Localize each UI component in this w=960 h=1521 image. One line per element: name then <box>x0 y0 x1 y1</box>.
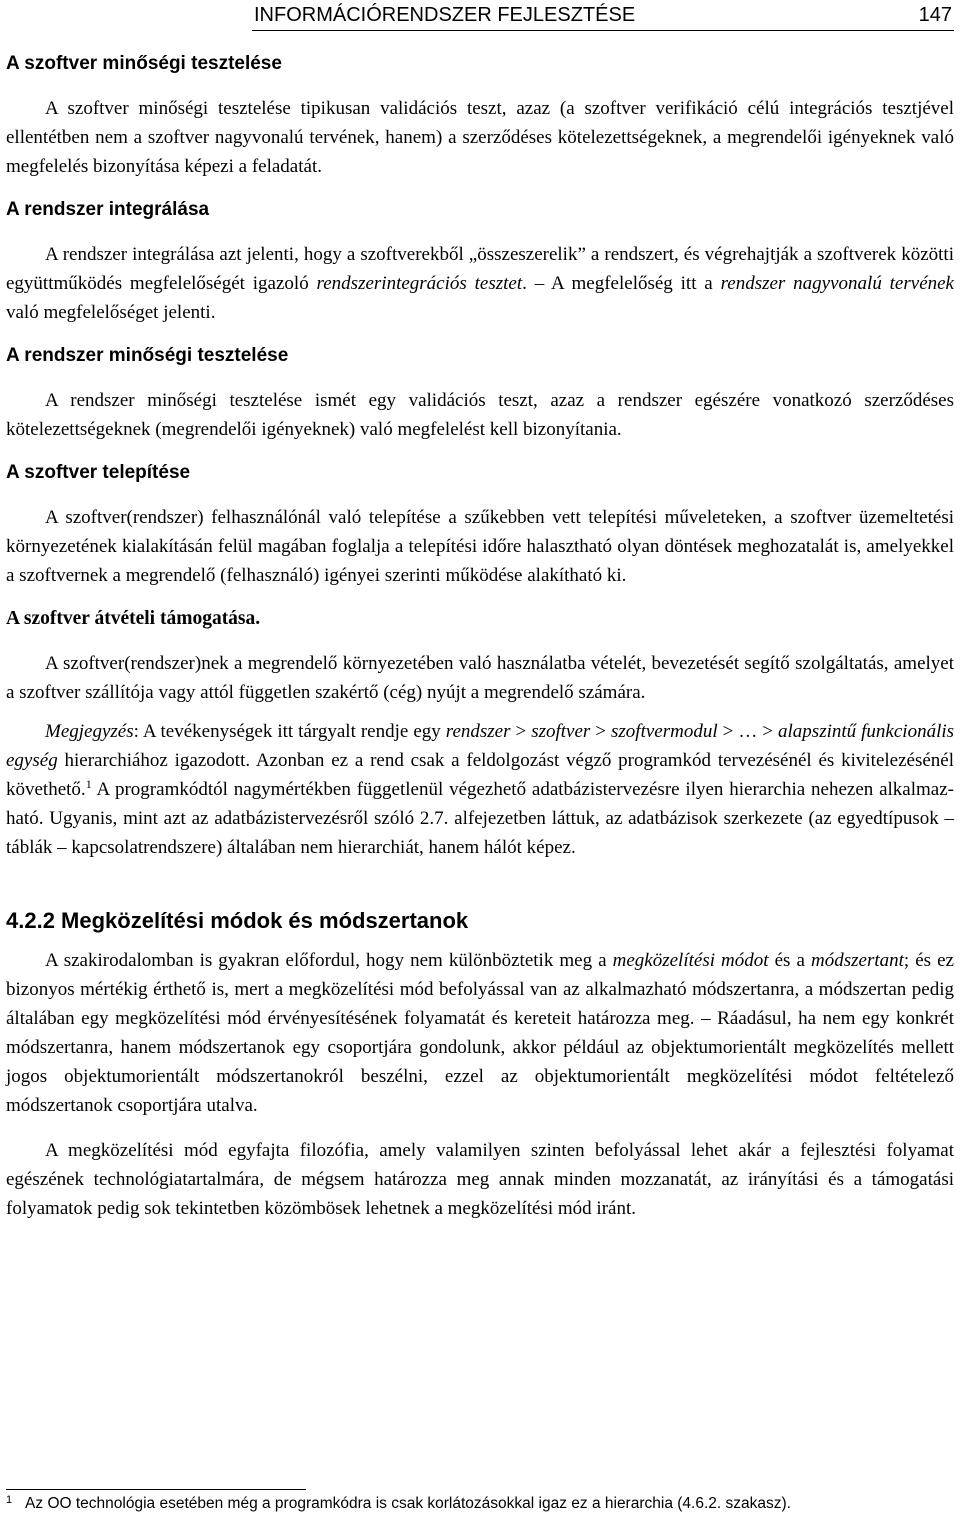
subsection-heading: 4.2.2 Megközelítési módok és módszertanok <box>6 908 469 933</box>
section-heading: A szoftver átvételi támogatása. <box>6 608 261 629</box>
section-heading: A rendszer integrálása <box>6 199 210 220</box>
footnote <box>6 1494 954 1514</box>
paragraph: A szakirodalomban is gyakran előfordul, hogy nem különböztetik meg a megközelítési módot és a módszertant; és ez bizonyos mértékig érthető is, mert a megközelítési mód befolyással van az alkalmazható módszertanra, a módszertan pedig általában egy megközelítési mód érvényesítésének folyamatát és kereteit határozza meg. – Ráadásul, ha nem egy konkrét módszertanra, hanem módszertanok egy csoportjára gondolunk, akkor például az objektumorientált megközelítés mellett jogos objektumorientált módszertanokról beszélni, ezzel az objektumorientált megközelítési módot feltételező módszertanok csoportjára utalva. <box>6 950 954 1116</box>
footnote-mark: 1 <box>6 1494 13 1506</box>
footnote-reference[interactable]: 1 <box>85 777 92 791</box>
footnote-text: Az OO technológia esetében még a programkódra is csak korlátozásokkal igaz ez a hierarchia (4.6.2. szakasz). <box>25 1495 791 1512</box>
paragraph: A megközelítési mód egyfajta filozófia, amely valamilyen szinten befolyással lehet akár a fejlesztési folyamat egészének technológiatartalmára, de mégsem határozza meg annak minden mozzanatát, az irányítási és a támogatási folyamatok pedig sok tekintetben közömbösek lehetnek a megközelítési mód iránt. <box>6 1140 954 1219</box>
section-heading: A szoftver minőségi tesztelése <box>6 53 282 74</box>
body-text <box>6 49 954 1223</box>
section-heading: A szoftver telepítése <box>6 462 191 483</box>
paragraph: A szoftver minőségi tesztelése tipikusan validációs teszt, azaz (a szoftver verifikáció célú integrációs tesztjével ellentétben nem a szoftver nagyvonalú tervének, hanem) a szerződéses kötelezettségeknek, a megrendelői igényeknek való megfelelés bizonyítása képezi a feladatát. <box>6 98 954 177</box>
section-heading: A rendszer minőségi tesztelése <box>6 345 289 366</box>
header-title: INFORMÁCIÓRENDSZER FEJLESZTÉSE <box>254 4 636 26</box>
note-paragraph: Megjegyzés: A tevékenységek itt tárgyalt rendje egy rendszer > szoftver > szoftvermodul > … > alapszintű funkcionális egység hierarchiához igazodott. Azonban ez a rend csak a feldolgozást végző programkód tervezésénél és kivitelezésénél követhető.$^1$ A programkódtól nagymértékben függetlenül végezhető adatbázistervezésre ilyen hierarchia nehezen alkalmazható. Ugyanis, mint azt az adatbázistervezésről szóló 2.7. alfejezetben láttuk, az adatbázisok szerkezete (az egyedtípusok – táblák – kapcsolatrendszere) általában nem hierarchiát, hanem hálót képez. <box>6 721 955 858</box>
paragraph: A rendszer integrálása azt jelenti, hogy a szoftverekből „összeszerelik” a rendszert, és végrehajtják a szoftverek közötti együttműködés megfelelőségét igazoló rendszerintegrációs tesztet. – A megfelelőség itt a rendszer nagyvonalú tervének való megfelelőséget jelenti. <box>6 244 954 323</box>
paragraph: A rendszer minőségi tesztelése ismét egy validációs teszt, azaz a rendszer egészére vonatkozó szerződéses kötelezettségeknek (megrendelői igényeknek) való megfelelést kell bizonyítania. <box>6 390 954 440</box>
paragraph: A szoftver(rendszer) felhasználónál való telepítése a szűkebben vett telepítési műveleteken, a szoftver üzemeltetési környezetének kialakításán felül magában foglalja a telepítési időre halasztható olyan döntések meghozatalát is, amelyekkel a szoftvernek a megrendelő (felhasználó) igényei szerinti működése alakítható ki. <box>6 507 954 586</box>
page-number: 147 <box>918 4 952 26</box>
footnote-rule <box>6 1489 306 1490</box>
header-rule <box>252 30 954 31</box>
paragraph: A szoftver(rendszer)nek a megrendelő környezetében való használatba vételét, bevezetését segítő szolgáltatás, amelyet a szoftver szállítója vagy attól független szakértő (cég) nyújt a megrendelő számára. <box>6 653 954 703</box>
